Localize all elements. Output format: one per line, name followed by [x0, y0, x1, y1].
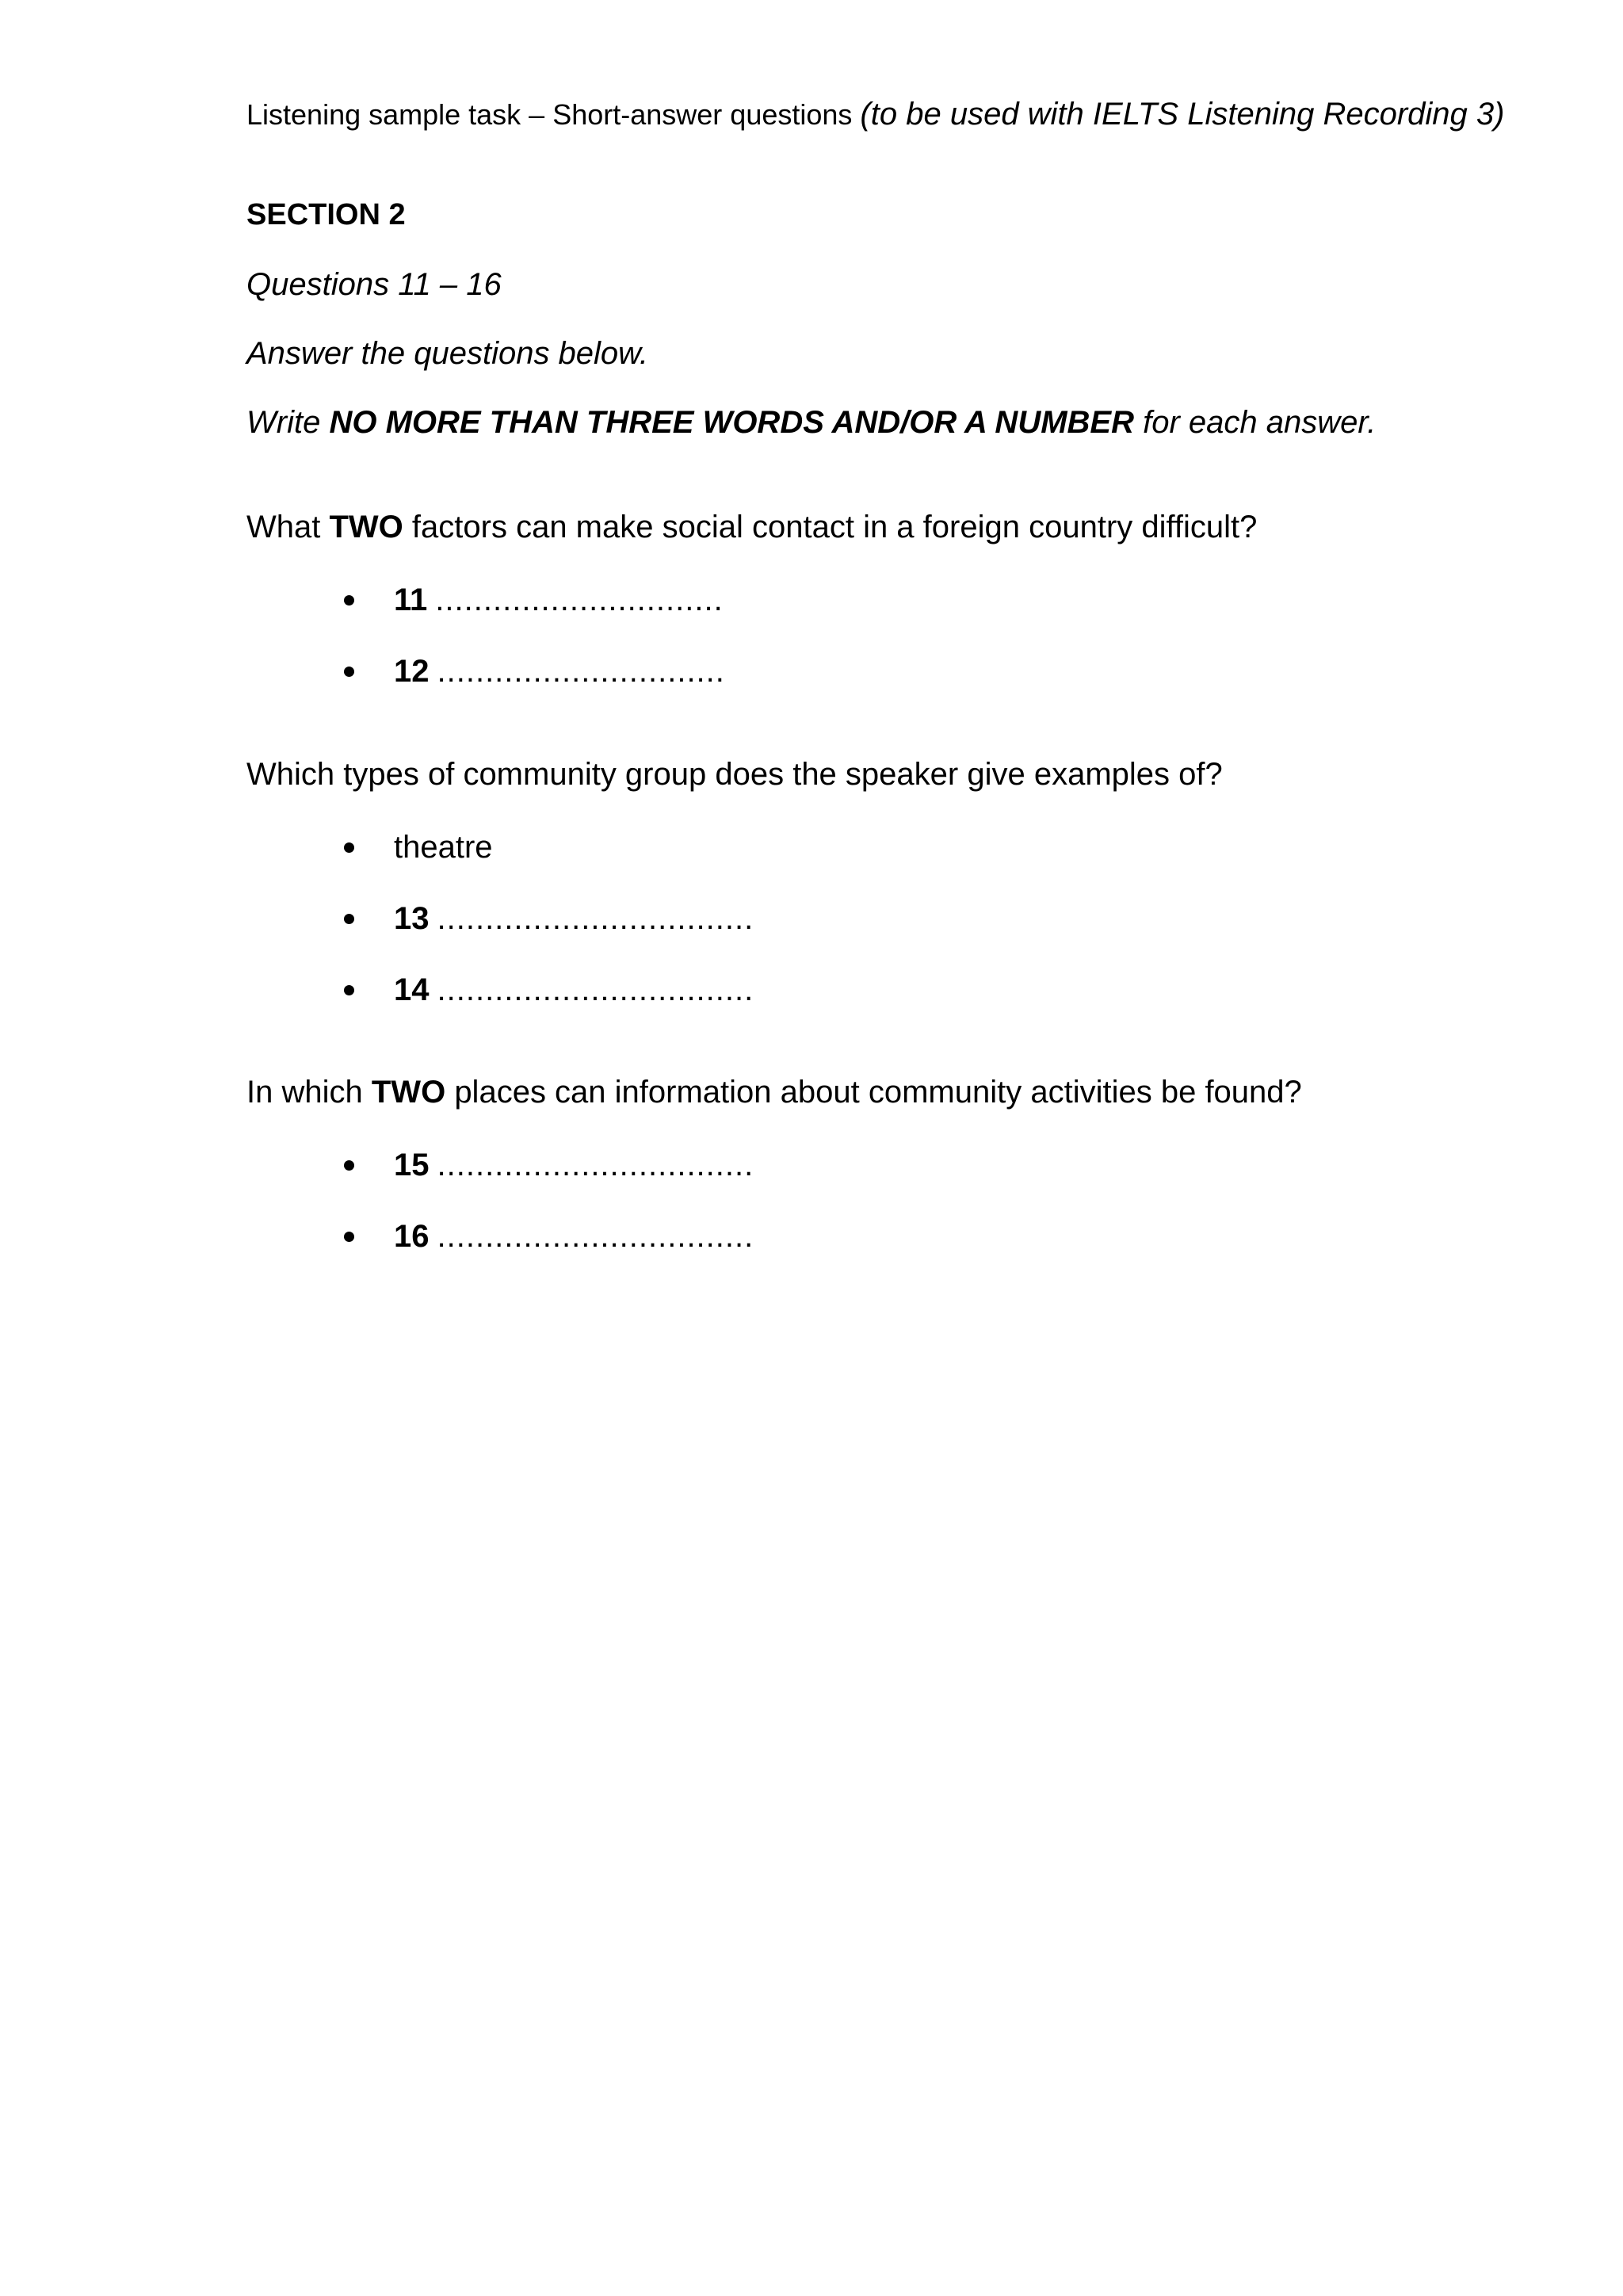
- bullet-icon: [344, 903, 394, 934]
- question-information-places: [246, 1076, 1302, 1108]
- question-number: 11: [394, 583, 428, 618]
- bullet-icon: [344, 831, 394, 863]
- answer-blank[interactable]: ..............................: [437, 654, 725, 690]
- question-number: 13: [394, 901, 430, 937]
- bullet-icon: [344, 1221, 394, 1252]
- answer-item-11: [344, 583, 724, 616]
- header-title: Listening sample task – Short-answer questions: [246, 98, 853, 131]
- question-suffix: factors can make social contact in a foreign country difficult?: [411, 510, 1258, 544]
- bullet-icon: [344, 974, 394, 1006]
- header-note: (to be used with IELTS Listening Recording 3): [860, 97, 1505, 132]
- answer-item-13: [344, 901, 754, 937]
- bullet-icon: [344, 1149, 394, 1181]
- question-suffix: places can information about community activities be found?: [454, 1075, 1302, 1110]
- instruction-suffix: for each answer.: [1143, 405, 1377, 440]
- instruction-limit: NO MORE THAN THREE WORDS AND/OR A NUMBER: [329, 405, 1134, 440]
- question-range: Questions 11 – 16: [246, 267, 502, 302]
- question-number: 16: [394, 1219, 430, 1255]
- given-item-theatre: [344, 830, 493, 863]
- answer-item-12: [344, 654, 725, 690]
- answer-blank[interactable]: .................................: [437, 901, 754, 937]
- section-heading: SECTION 2: [246, 198, 406, 231]
- page-header: [246, 98, 1504, 130]
- question-emphasis: TWO: [371, 1075, 446, 1110]
- instruction-answer: Answer the questions below.: [246, 336, 648, 371]
- question-prefix: Which types of community group does the speaker give examples of?: [246, 757, 1223, 792]
- given-answer: theatre: [394, 830, 493, 865]
- question-number: 15: [394, 1148, 430, 1183]
- answer-blank[interactable]: .................................: [437, 1148, 754, 1183]
- question-community-groups: [246, 758, 1223, 790]
- bullet-icon: [344, 584, 394, 616]
- bullet-icon: [344, 655, 394, 687]
- answer-item-15: [344, 1148, 754, 1181]
- instruction-word-limit: [246, 407, 1376, 438]
- answer-item-14: [344, 972, 754, 1006]
- question-prefix: What: [246, 510, 321, 544]
- answer-blank[interactable]: .................................: [437, 972, 754, 1008]
- instruction-prefix: Write: [246, 405, 321, 440]
- answer-blank[interactable]: ..............................: [435, 583, 724, 618]
- answer-item-16: [344, 1219, 754, 1255]
- answer-blank[interactable]: .................................: [437, 1219, 754, 1255]
- question-social-contact: [246, 511, 1257, 543]
- question-prefix: In which: [246, 1075, 363, 1110]
- question-number: 14: [394, 972, 430, 1008]
- question-emphasis: TWO: [329, 510, 403, 544]
- question-number: 12: [394, 654, 430, 690]
